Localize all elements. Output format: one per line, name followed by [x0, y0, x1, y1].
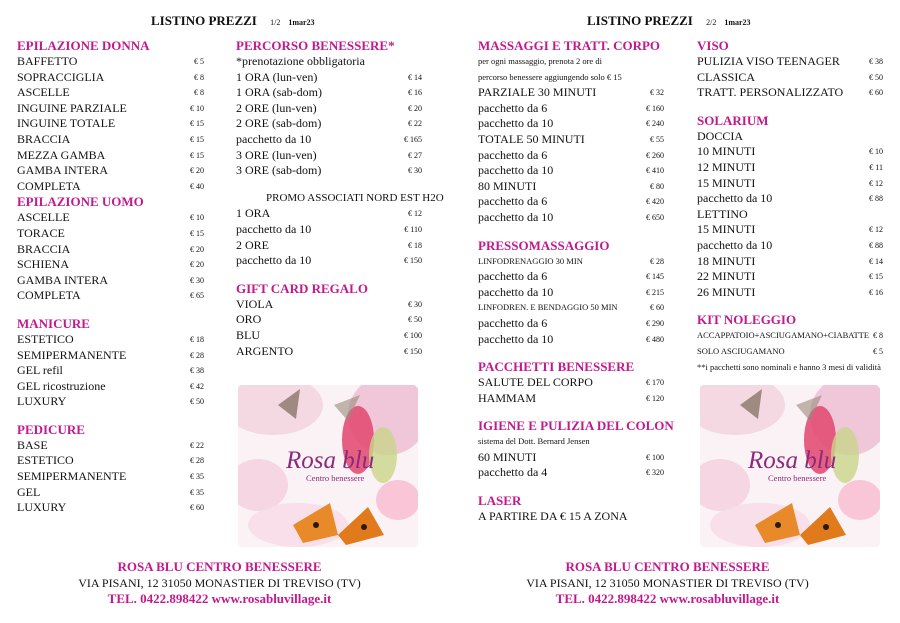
item-label: SOPRACCIGLIA: [17, 69, 105, 84]
section-heading: LASER: [478, 493, 522, 509]
note-text: PROMO ASSOCIATI NORD EST H2O: [266, 191, 444, 204]
price-row: [697, 54, 883, 70]
item-price: € 50: [408, 315, 422, 325]
item-label: SEMIPERMANENTE: [17, 469, 127, 484]
item-price: € 290: [646, 318, 664, 328]
footer-contact[interactable]: TEL. 0422.898422 www.rosabluvillage.it: [107, 591, 332, 606]
item-price: € 22: [190, 440, 204, 450]
price-row: [478, 316, 664, 332]
logo-text: [286, 447, 374, 483]
note-text: **i pacchetti sono nominali e hanno 3 mesi di validità: [697, 361, 881, 372]
item-label: PULIZIA VISO TEENAGER: [697, 54, 840, 68]
item-label: SEMIPERMANENTE: [17, 347, 127, 362]
price-row: [17, 273, 204, 289]
item-price: € 120: [646, 393, 664, 403]
item-label: 1 ORA (lun-ven): [236, 69, 318, 84]
item-price: € 30: [408, 299, 422, 309]
item-label: 26 MINUTI: [697, 284, 756, 299]
price-row: [17, 394, 204, 410]
note-text: DOCCIA: [697, 128, 744, 143]
right-column-1: [478, 38, 674, 525]
item-price: € 15: [190, 228, 204, 238]
section-heading: GIFT CARD REGALO: [236, 280, 368, 296]
section-heading: PRESSOMASSAGGIO: [478, 237, 610, 253]
price-row: [17, 288, 204, 304]
section-heading: MANICURE: [17, 315, 90, 331]
price-row: [17, 116, 204, 132]
section-heading: SOLARIUM: [697, 112, 769, 128]
note-text: *prenotazione obbligatoria: [236, 54, 365, 68]
price-row: [236, 312, 422, 328]
left-column-1: [17, 38, 204, 516]
spacer: [478, 347, 664, 359]
item-price: € 16: [869, 287, 883, 297]
item-price: € 15: [190, 134, 204, 144]
price-row: [17, 379, 204, 395]
section-heading: PERCORSO BENESSERE*: [236, 38, 395, 53]
item-price: € 5: [873, 346, 883, 356]
footer-address: VIA PISANI, 12 31050 MONASTIER DI TREVISO (TV): [78, 576, 361, 590]
item-label: SCHIENA: [17, 257, 70, 272]
item-label: ASCELLE: [17, 210, 70, 225]
item-label: 15 MINUTI: [697, 175, 756, 190]
page-indicator: [706, 18, 750, 27]
item-price: € 150: [404, 346, 422, 356]
price-row: [17, 70, 204, 86]
price-row: [236, 70, 422, 86]
item-price: € 40: [190, 181, 204, 191]
item-label: pacchetto da 10: [478, 209, 554, 224]
item-label: 2 ORE (sab-dom): [236, 116, 322, 131]
price-row: [697, 85, 883, 101]
item-label: TRATT. PERSONALIZZATO: [697, 85, 844, 100]
item-label: GEL ricostruzione: [17, 378, 106, 393]
item-label: LUXURY: [17, 500, 67, 515]
item-label: INGUINE TOTALE: [17, 116, 116, 131]
note-text: A PARTIRE DA € 15 A ZONA: [478, 509, 628, 524]
item-label: 1 ORA: [236, 206, 271, 221]
price-row: [17, 179, 204, 195]
item-price: € 170: [646, 378, 664, 388]
price-row: [236, 253, 422, 269]
spacer: [697, 300, 883, 312]
item-label: 10 MINUTI: [697, 144, 756, 159]
item-label: LINFODRENAGGIO 30 MIN: [478, 255, 583, 266]
item-label: ASCELLE: [17, 85, 70, 100]
price-list-date: 1mar23: [724, 18, 751, 27]
item-price: € 20: [190, 244, 204, 254]
price-row: [478, 179, 664, 195]
item-label: 22 MINUTI: [697, 269, 756, 284]
item-label: pacchetto da 4: [478, 465, 548, 480]
item-label: ESTETICO: [17, 453, 74, 468]
logo-tagline: Centro benessere: [768, 473, 827, 483]
item-price: € 410: [646, 166, 664, 176]
item-price: € 50: [869, 72, 883, 82]
item-label: pacchetto da 10: [236, 221, 312, 236]
item-price: € 150: [404, 256, 422, 266]
item-label: pacchetto da 6: [478, 194, 548, 209]
logo-brand: Rosa blu: [748, 447, 837, 474]
footer-right: [465, 559, 870, 607]
price-row: [236, 148, 422, 164]
price-row: [697, 70, 883, 86]
logo-tagline: Centro benessere: [306, 473, 365, 483]
section-heading: EPILAZIONE UOMO: [17, 194, 144, 210]
price-row: [236, 206, 422, 222]
item-price: € 12: [869, 178, 883, 188]
item-label: PARZIALE 30 MINUTI: [478, 85, 597, 100]
item-label: COMPLETA: [17, 288, 81, 303]
section-heading: IGIENE E PULIZIA DEL COLON: [478, 418, 674, 434]
footer-address: VIA PISANI, 12 31050 MONASTIER DI TREVISO (TV): [526, 576, 809, 590]
price-row: [478, 300, 664, 316]
price-row: [697, 254, 883, 270]
item-price: € 14: [408, 72, 422, 82]
item-label: GAMBA INTERA: [17, 163, 109, 178]
item-label: HAMMAM: [478, 390, 537, 405]
logo-text: [748, 447, 836, 483]
item-price: € 480: [646, 334, 664, 344]
item-price: € 18: [408, 240, 422, 250]
item-price: € 650: [646, 212, 664, 222]
price-row: [478, 163, 664, 179]
price-row: [478, 210, 664, 226]
price-row: [478, 194, 664, 210]
item-price: € 32: [650, 88, 664, 98]
item-price: € 160: [646, 103, 664, 113]
item-label: VIOLA: [236, 296, 274, 311]
item-label: ACCAPPATOIO+ASCIUGAMANO+CIABATTE: [697, 330, 870, 341]
note-text: percorso benessere aggiungendo solo € 15: [478, 71, 622, 82]
item-label: ARGENTO: [236, 343, 294, 358]
item-price: € 42: [190, 381, 204, 391]
item-price: € 12: [408, 209, 422, 219]
rosa-blu-logo-image-left: [238, 385, 418, 547]
item-price: € 50: [190, 397, 204, 407]
title-text: LISTINO PREZZI: [587, 13, 693, 28]
item-label: 15 MINUTI: [697, 222, 756, 237]
price-row: [697, 160, 883, 176]
item-label: SALUTE DEL CORPO: [478, 375, 593, 390]
item-label: pacchetto da 10: [236, 253, 312, 268]
page-number: 1/2: [270, 18, 281, 27]
item-price: € 35: [190, 487, 204, 497]
item-label: LINFODREN. E BENDAGGIO 50 MIN: [478, 302, 618, 313]
item-label: ORO: [236, 312, 262, 327]
item-price: € 420: [646, 197, 664, 207]
item-label: SOLO ASCIUGAMANO: [697, 345, 785, 356]
price-row: [478, 285, 664, 301]
item-label: pacchetto da 6: [478, 147, 548, 162]
footer-name: ROSA BLU CENTRO BENESSERE: [117, 559, 322, 574]
price-row: [17, 101, 204, 117]
price-row: [236, 344, 422, 360]
item-price: € 15: [190, 119, 204, 129]
price-row: [478, 254, 664, 270]
price-row: [17, 453, 204, 469]
note-text: per ogni massaggio, prenota 2 ore di: [478, 56, 602, 66]
item-label: TOTALE 50 MINUTI: [478, 131, 585, 146]
item-price: € 88: [869, 240, 883, 250]
item-label: 2 ORE: [236, 237, 269, 252]
price-row: [17, 332, 204, 348]
price-row: [17, 163, 204, 179]
item-price: € 110: [404, 224, 422, 234]
price-row: [17, 438, 204, 454]
price-row: [478, 148, 664, 164]
price-row: [236, 297, 422, 313]
item-price: € 320: [646, 468, 664, 478]
item-label: pacchetto da 10: [236, 131, 312, 146]
item-label: pacchetto da 10: [697, 237, 773, 252]
item-price: € 11: [869, 162, 883, 172]
price-row: [236, 116, 422, 132]
right-column-2: [697, 38, 883, 375]
rosa-blu-logo-image-right: [700, 385, 880, 547]
item-label: GAMBA INTERA: [17, 272, 109, 287]
page-number: 2/2: [706, 18, 717, 27]
price-row: [697, 269, 883, 285]
item-label: 18 MINUTI: [697, 253, 756, 268]
item-price: € 88: [869, 194, 883, 204]
price-row: [236, 132, 422, 148]
item-label: 3 ORE (sab-dom): [236, 163, 322, 178]
price-row: [478, 116, 664, 132]
price-row: [478, 101, 664, 117]
price-row: [17, 226, 204, 242]
item-label: pacchetto da 10: [697, 191, 773, 206]
item-price: € 35: [190, 472, 204, 482]
item-price: € 240: [646, 119, 664, 129]
price-row: [236, 238, 422, 254]
price-row: [17, 469, 204, 485]
item-label: GEL: [17, 484, 41, 499]
price-row: [697, 176, 883, 192]
item-price: € 28: [650, 256, 664, 266]
item-label: 60 MINUTI: [478, 449, 537, 464]
footer-contact[interactable]: TEL. 0422.898422 www.rosabluvillage.it: [555, 591, 780, 606]
item-price: € 20: [190, 260, 204, 270]
item-price: € 215: [646, 287, 664, 297]
page-title-left: [151, 13, 315, 29]
price-row: [17, 348, 204, 364]
item-label: BASE: [17, 437, 48, 452]
item-price: € 18: [190, 334, 204, 344]
item-label: pacchetto da 10: [478, 331, 554, 346]
price-row: [478, 269, 664, 285]
item-label: LUXURY: [17, 394, 67, 409]
spacer: [17, 410, 204, 422]
price-row: [236, 163, 422, 179]
item-price: € 65: [190, 291, 204, 301]
item-price: € 16: [408, 88, 422, 98]
item-price: € 10: [869, 147, 883, 157]
item-price: € 30: [190, 275, 204, 285]
item-label: 1 ORA (sab-dom): [236, 85, 322, 100]
item-price: € 60: [190, 503, 204, 513]
price-row: [17, 132, 204, 148]
price-row: [17, 148, 204, 164]
spacer: [697, 101, 883, 113]
item-label: pacchetto da 10: [478, 163, 554, 178]
item-price: € 28: [190, 350, 204, 360]
item-price: € 15: [869, 272, 883, 282]
page-title-right: [587, 13, 751, 29]
item-price: € 38: [190, 366, 204, 376]
spacer: [478, 226, 664, 238]
item-price: € 55: [650, 134, 664, 144]
price-row: [697, 238, 883, 254]
item-price: € 22: [408, 119, 422, 129]
item-label: 12 MINUTI: [697, 159, 756, 174]
price-row: [478, 375, 664, 391]
price-row: [17, 485, 204, 501]
logo-brand: Rosa blu: [286, 447, 375, 474]
spacer: [478, 406, 664, 418]
item-label: INGUINE PARZIALE: [17, 100, 127, 115]
price-row: [478, 465, 664, 481]
note-text: LETTINO: [697, 206, 748, 221]
item-price: € 60: [869, 88, 883, 98]
section-heading: MASSAGGI E TRATT. CORPO: [478, 38, 661, 53]
item-price: € 260: [646, 150, 664, 160]
price-row: [17, 85, 204, 101]
item-label: BAFFETTO: [17, 54, 78, 68]
price-row: [17, 54, 204, 70]
price-row: [17, 363, 204, 379]
item-label: pacchetto da 6: [478, 315, 548, 330]
item-label: COMPLETA: [17, 178, 81, 193]
price-row: [236, 222, 422, 238]
price-row: [697, 222, 883, 238]
price-row: [697, 285, 883, 301]
spacer: [236, 269, 422, 281]
price-row: [478, 85, 664, 101]
price-row: [697, 328, 883, 344]
item-price: € 28: [190, 456, 204, 466]
item-price: € 15: [190, 150, 204, 160]
item-price: € 8: [873, 331, 883, 341]
spacer: [17, 304, 204, 316]
item-price: € 10: [190, 103, 204, 113]
item-price: € 8: [194, 72, 204, 82]
footer-name: ROSA BLU CENTRO BENESSERE: [565, 559, 770, 574]
price-row: [17, 210, 204, 226]
item-price: € 60: [650, 303, 664, 313]
item-price: € 100: [646, 452, 664, 462]
item-price: € 5: [194, 57, 204, 66]
section-heading: PACCHETTI BENESSERE: [478, 359, 635, 375]
item-price: € 38: [869, 57, 883, 66]
item-label: 2 ORE (lun-ven): [236, 100, 317, 115]
footer-left: [17, 559, 422, 607]
price-row: [17, 500, 204, 516]
spacer: [236, 179, 422, 191]
price-row: [17, 242, 204, 258]
item-label: BRACCIA: [17, 131, 71, 146]
price-row: [478, 332, 664, 348]
item-price: € 12: [869, 225, 883, 235]
item-label: GEL refil: [17, 363, 63, 378]
price-row: [17, 257, 204, 273]
price-row: [478, 132, 664, 148]
section-heading: KIT NOLEGGIO: [697, 312, 797, 328]
item-price: € 145: [646, 272, 664, 282]
left-column-2: [236, 38, 444, 359]
price-row: [697, 344, 883, 360]
spacer: [478, 481, 664, 493]
section-heading: PEDICURE: [17, 421, 85, 437]
item-label: MEZZA GAMBA: [17, 147, 106, 162]
item-label: TORACE: [17, 225, 65, 240]
item-label: pacchetto da 6: [478, 269, 548, 284]
item-label: BRACCIA: [17, 241, 71, 256]
price-row: [697, 191, 883, 207]
item-label: ESTETICO: [17, 331, 74, 346]
item-price: € 27: [408, 150, 422, 160]
item-label: CLASSICA: [697, 69, 756, 84]
item-price: € 80: [650, 181, 664, 191]
price-row: [478, 391, 664, 407]
price-row: [236, 85, 422, 101]
item-label: pacchetto da 6: [478, 100, 548, 115]
price-row: [236, 101, 422, 117]
price-list-date: 1mar23: [288, 18, 315, 27]
item-label: BLU: [236, 327, 260, 342]
item-label: pacchetto da 10: [478, 116, 554, 131]
page-indicator: [270, 18, 314, 27]
item-price: € 20: [408, 103, 422, 113]
item-price: € 14: [869, 256, 883, 266]
price-row: [236, 328, 422, 344]
item-price: € 30: [408, 166, 422, 176]
item-price: € 20: [190, 166, 204, 176]
section-heading: VISO: [697, 38, 729, 53]
item-price: € 8: [194, 88, 204, 98]
item-price: € 10: [190, 213, 204, 223]
item-label: 3 ORE (lun-ven): [236, 147, 317, 162]
section-heading: EPILAZIONE DONNA: [17, 38, 150, 53]
note-text: sistema del Dott. Bernard Jensen: [478, 436, 590, 447]
item-label: 80 MINUTI: [478, 178, 537, 193]
price-row: [697, 144, 883, 160]
item-price: € 100: [404, 330, 422, 340]
price-row: [478, 450, 664, 466]
item-label: pacchetto da 10: [478, 284, 554, 299]
title-text: LISTINO PREZZI: [151, 13, 257, 28]
item-price: € 165: [404, 134, 422, 144]
